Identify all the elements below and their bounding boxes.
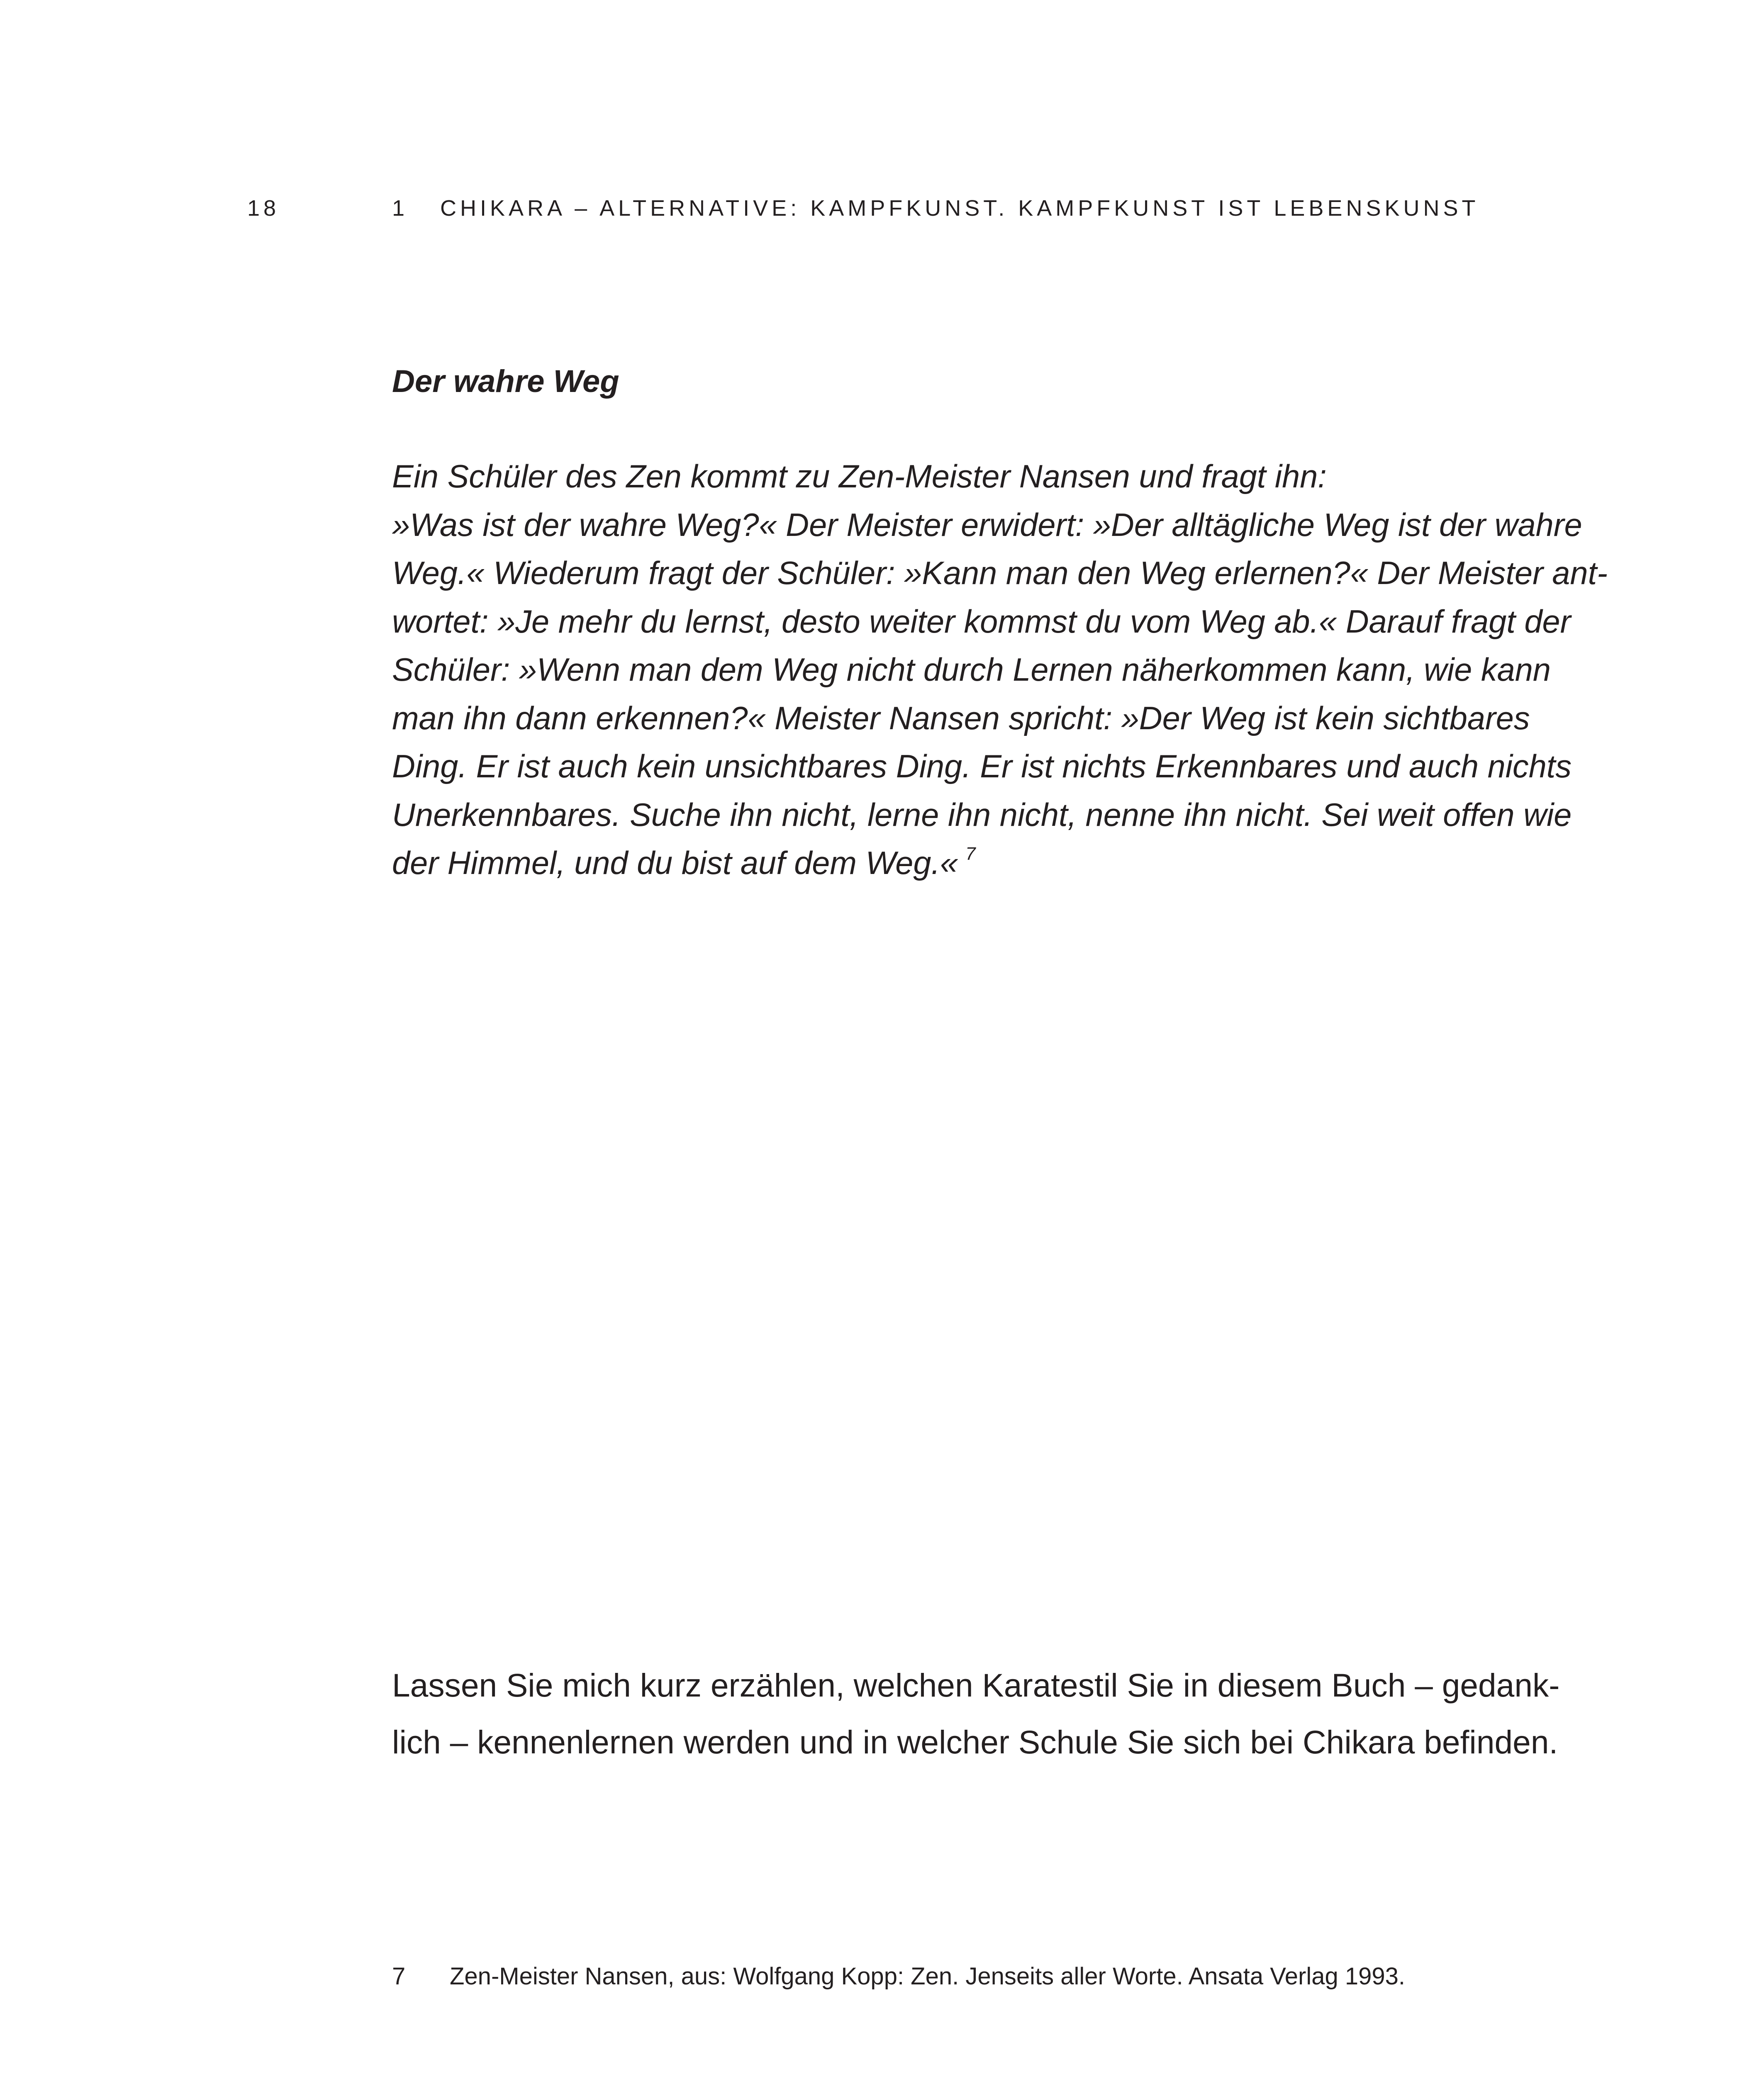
page-number: 18 <box>247 196 280 221</box>
quote-line: wortet: »Je mehr du lernst, desto weiter kommst du vom Weg ab.« Darauf fragt der <box>392 604 1571 640</box>
footnote-text: Zen-Meister Nansen, aus: Wolfgang Kopp: Zen. Jenseits aller Worte. Ansata Verlag 1993. <box>450 1963 1406 1990</box>
body-line: lich – kennenlernen werden und in welcher Schule Sie sich bei Chikara befinden. <box>392 1724 1558 1760</box>
section-heading: Der wahre Weg <box>392 364 619 399</box>
quote-line: Unerkennbares. Suche ihn nicht, lerne ihn nicht, nenne ihn nicht. Sei weit offen wie <box>392 797 1572 833</box>
body-paragraph <box>392 1657 1560 1771</box>
quote-line: Weg.« Wiederum fragt der Schüler: »Kann man den Weg erlernen?« Der Meister ant- <box>392 555 1608 591</box>
quote-line: Ding. Er ist auch kein unsichtbares Ding. Er ist nichts Erkennbares und auch nichts <box>392 749 1572 784</box>
running-head <box>0 192 1764 225</box>
footnote <box>0 1960 1764 1993</box>
chapter-number: 1 <box>392 196 409 221</box>
quote-line-text: der Himmel, und du bist auf dem Weg.« <box>392 845 958 881</box>
quote-line: »Was ist der wahre Weg?« Der Meister erwidert: »Der alltägliche Weg ist der wahre <box>392 507 1582 543</box>
quote-line: Ein Schüler des Zen kommt zu Zen-Meister Nansen und fragt ihn: <box>392 459 1327 494</box>
body-line: Lassen Sie mich kurz erzählen, welchen Karatestil Sie in diesem Buch – gedank- <box>392 1667 1560 1704</box>
quote-last-line <box>392 839 1516 888</box>
quote-line: man ihn dann erkennen?« Meister Nansen spricht: »Der Weg ist kein sichtbares <box>392 700 1530 736</box>
quote-line: Schüler: »Wenn man dem Weg nicht durch Lernen näherkommen kann, wie kann <box>392 652 1551 688</box>
chapter-title: CHIKARA – ALTERNATIVE: KAMPFKUNST. KAMPFKUNST IST LEBENSKUNST <box>440 196 1479 221</box>
footnote-reference[interactable]: 7 <box>965 844 976 864</box>
footnote-number: 7 <box>392 1963 406 1990</box>
zen-quote <box>392 453 1608 888</box>
